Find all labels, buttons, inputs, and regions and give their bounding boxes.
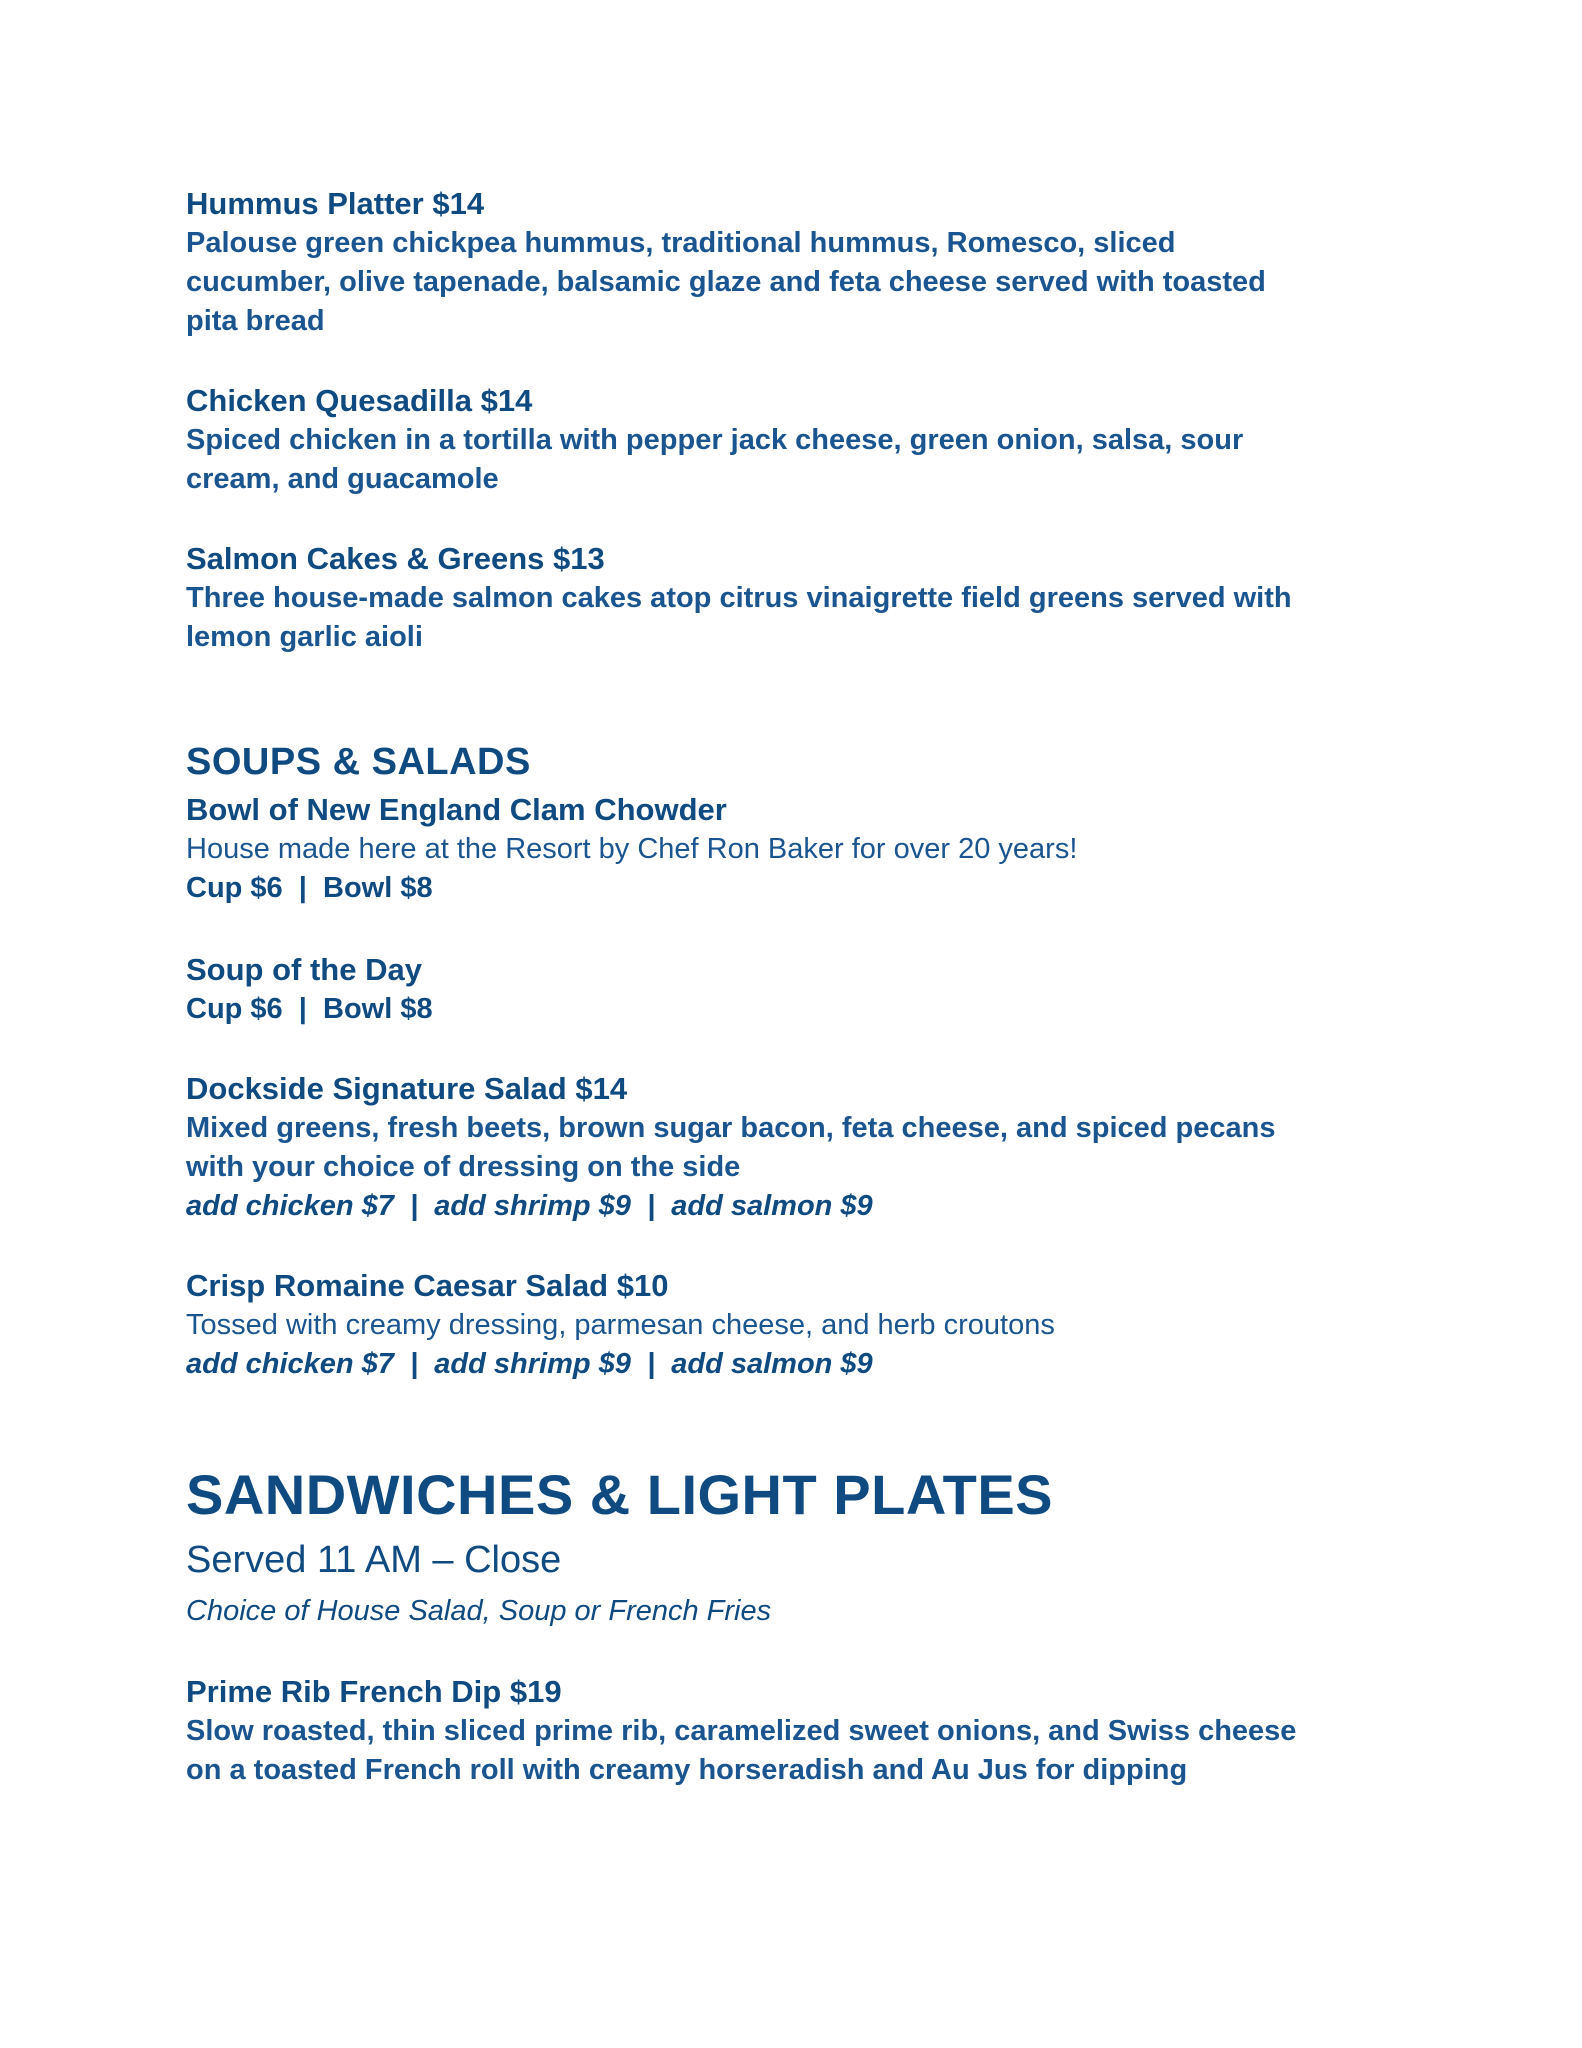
item-description-line: Spiced chicken in a tortilla with pepper jack cheese, green onion, salsa, sour bbox=[186, 424, 1244, 456]
item-description-line: Mixed greens, fresh beets, brown sugar bacon, feta cheese, and spiced pecans bbox=[186, 1112, 1276, 1144]
item-title: Hummus Platter $14 bbox=[186, 186, 485, 221]
item-title: Salmon Cakes & Greens $13 bbox=[186, 541, 605, 576]
sides-note: Choice of House Salad, Soup or French Fries bbox=[186, 1595, 772, 1627]
served-hours: Served 11 AM – Close bbox=[186, 1539, 562, 1581]
section-note bbox=[186, 1592, 1416, 1631]
item-addons: add chicken $7 | add shrimp $9 | add salmon $9 bbox=[186, 1190, 873, 1222]
section-heading-sandwiches bbox=[186, 1462, 1416, 1528]
item-title: Soup of the Day bbox=[186, 952, 422, 987]
menu-item-salmon-cakes bbox=[186, 539, 1416, 657]
item-description-line: on a toasted French roll with creamy horseradish and Au Jus for dipping bbox=[186, 1754, 1188, 1786]
item-price-line: Cup $6 | Bowl $8 bbox=[186, 993, 433, 1025]
menu-item-dockside-salad bbox=[186, 1069, 1416, 1226]
item-description-line: cucumber, olive tapenade, balsamic glaze and feta cheese served with toasted bbox=[186, 266, 1266, 298]
section-title: SANDWICHES & LIGHT PLATES bbox=[186, 1463, 1054, 1526]
item-description-line: with your choice of dressing on the side bbox=[186, 1151, 741, 1183]
menu-item-hummus-platter bbox=[186, 184, 1416, 341]
menu-item-caesar-salad bbox=[186, 1266, 1416, 1384]
item-title: Crisp Romaine Caesar Salad $10 bbox=[186, 1268, 669, 1303]
menu-item-chicken-quesadilla bbox=[186, 381, 1416, 499]
item-description-line: Slow roasted, thin sliced prime rib, caramelized sweet onions, and Swiss cheese bbox=[186, 1715, 1297, 1747]
item-description-line: Three house-made salmon cakes atop citrus vinaigrette field greens served with bbox=[186, 582, 1292, 614]
item-description-line: pita bread bbox=[186, 305, 325, 337]
item-title: Dockside Signature Salad $14 bbox=[186, 1071, 628, 1106]
item-title: Bowl of New England Clam Chowder bbox=[186, 792, 727, 827]
menu-item-soup-of-the-day bbox=[186, 950, 1416, 1029]
item-description-line: cream, and guacamole bbox=[186, 463, 499, 495]
menu-item-prime-rib-french-dip bbox=[186, 1672, 1416, 1790]
item-description-line: Palouse green chickpea hummus, traditional hummus, Romesco, sliced bbox=[186, 227, 1176, 259]
section-served-hours bbox=[186, 1536, 1416, 1584]
item-title: Prime Rib French Dip $19 bbox=[186, 1674, 562, 1709]
item-description: Tossed with creamy dressing, parmesan cheese, and herb croutons bbox=[186, 1309, 1055, 1341]
item-price-line: Cup $6 | Bowl $8 bbox=[186, 872, 433, 904]
section-title: SOUPS & SALADS bbox=[186, 741, 531, 783]
item-title: Chicken Quesadilla $14 bbox=[186, 383, 533, 418]
section-heading-soups-salads bbox=[186, 738, 1416, 786]
item-addons: add chicken $7 | add shrimp $9 | add salmon $9 bbox=[186, 1348, 873, 1380]
item-description-line: lemon garlic aioli bbox=[186, 621, 423, 653]
item-description: House made here at the Resort by Chef Ron Baker for over 20 years! bbox=[186, 833, 1078, 865]
menu-item-clam-chowder bbox=[186, 790, 1416, 908]
